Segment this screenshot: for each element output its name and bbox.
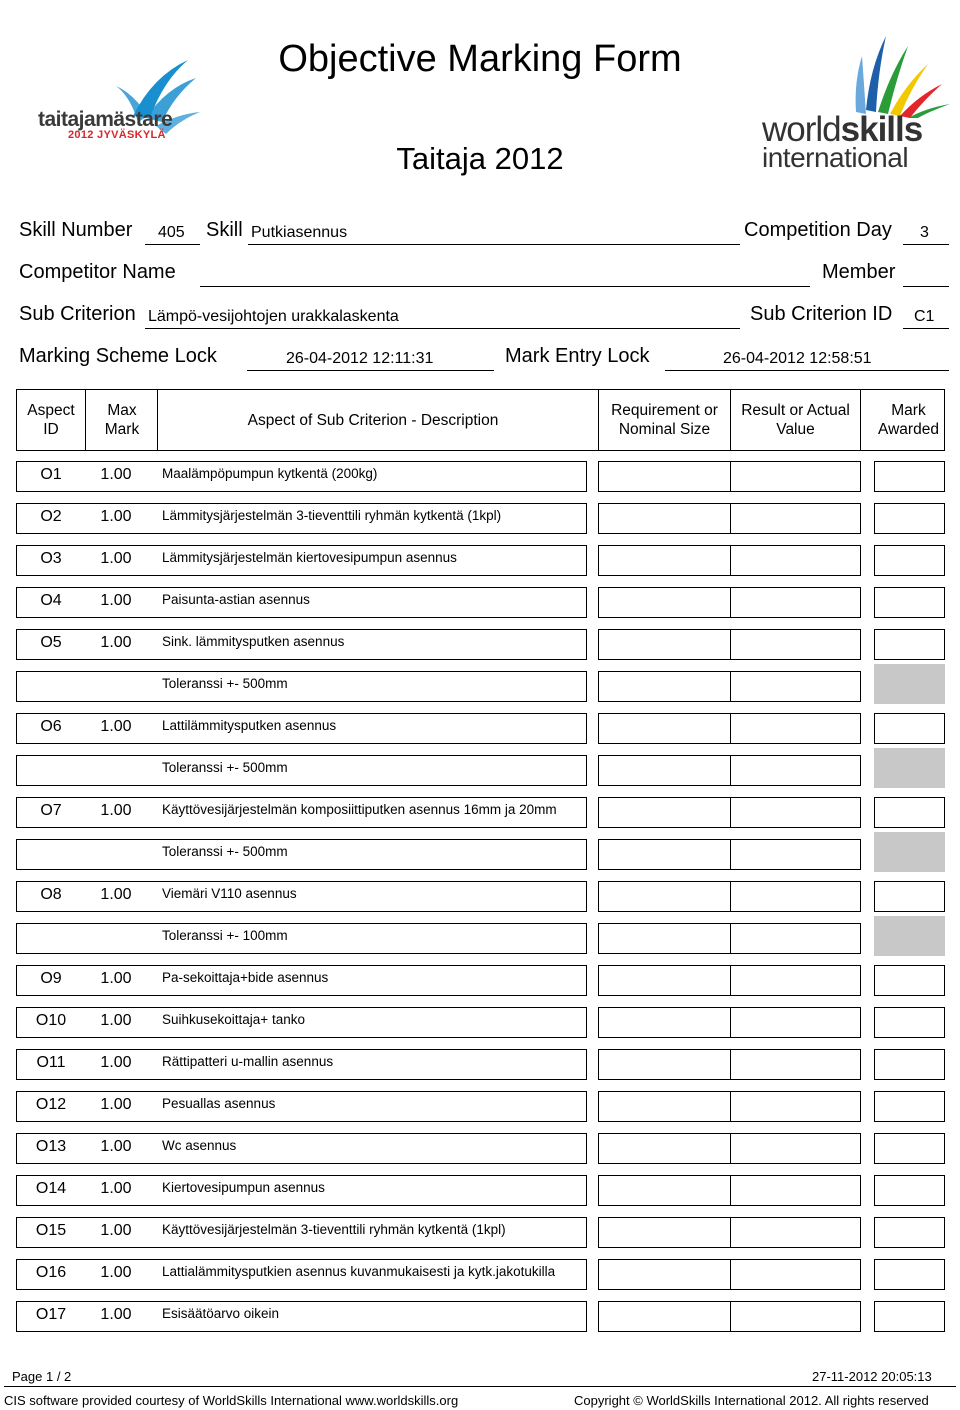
mark-awarded-box <box>874 1175 945 1206</box>
footer-divider <box>4 1386 956 1387</box>
aspect-description: Käyttövesijärjestelmän 3-tieventtili ryhmän kytkentä (1kpl) <box>162 1222 506 1237</box>
competition-day-label: Competition Day <box>744 219 892 241</box>
result-box <box>730 629 861 660</box>
aspect-description: Pesuallas asennus <box>162 1096 276 1111</box>
requirement-box <box>598 1301 731 1332</box>
requirement-box <box>598 461 731 492</box>
max-mark: 1.00 <box>100 592 132 609</box>
requirement-box <box>598 587 731 618</box>
competition-day-underline <box>903 243 949 245</box>
aspect-id: O16 <box>35 1264 67 1281</box>
max-mark: 1.00 <box>100 550 132 567</box>
mark-awarded-box <box>874 1301 945 1332</box>
requirement-box <box>598 1217 731 1248</box>
header-description: Aspect of Sub Criterion - Description <box>247 411 499 429</box>
result-box <box>730 461 861 492</box>
tolerance-result-box <box>730 839 861 870</box>
tolerance-requirement-box <box>598 923 731 954</box>
tolerance-text: Toleranssi +- 500mm <box>162 676 288 691</box>
taitaja-logo-text: taitajamästare <box>38 108 173 131</box>
result-box <box>730 1217 861 1248</box>
aspect-description: Wc asennus <box>162 1138 237 1153</box>
marking-scheme-lock-label: Marking Scheme Lock <box>19 345 217 367</box>
mark-awarded-box <box>874 881 945 912</box>
marking-scheme-lock-value: 26-04-2012 12:11:31 <box>286 350 434 367</box>
requirement-box <box>598 881 731 912</box>
result-box <box>730 545 861 576</box>
mark-awarded-box <box>874 1091 945 1122</box>
result-box <box>730 713 861 744</box>
requirement-box <box>598 1133 731 1164</box>
skill-underline <box>248 243 740 245</box>
aspect-id: O17 <box>35 1306 67 1323</box>
aspect-id: O8 <box>40 886 62 903</box>
requirement-box <box>598 629 731 660</box>
max-mark: 1.00 <box>100 802 132 819</box>
mark-awarded-box <box>874 629 945 660</box>
sub-criterion-label: Sub Criterion <box>19 303 136 325</box>
aspect-id: O7 <box>40 802 62 819</box>
mark-awarded-box <box>874 797 945 828</box>
print-timestamp: 27-11-2012 20:05:13 <box>812 1369 932 1384</box>
sub-criterion-id-value: C1 <box>914 308 935 325</box>
aspect-id: O12 <box>35 1096 67 1113</box>
member-label: Member <box>822 261 896 283</box>
requirement-box <box>598 1259 731 1290</box>
tolerance-requirement-box <box>598 839 731 870</box>
requirement-box <box>598 965 731 996</box>
mark-entry-lock-label: Mark Entry Lock <box>505 345 650 367</box>
max-mark: 1.00 <box>100 1096 132 1113</box>
result-box <box>730 965 861 996</box>
requirement-box <box>598 503 731 534</box>
taitaja-logo-year: 2012 JYVÄSKYLÄ <box>68 129 166 141</box>
tolerance-left-box <box>16 671 587 702</box>
max-mark: 1.00 <box>100 508 132 525</box>
aspect-description: Käyttövesijärjestelmän komposiittiputken asennus 16mm ja 20mm <box>162 802 557 817</box>
max-mark: 1.00 <box>100 1138 132 1155</box>
tolerance-left-box <box>16 839 587 870</box>
tolerance-requirement-box <box>598 671 731 702</box>
skill-number-value: 405 <box>158 224 185 241</box>
copyright-text: Copyright © WorldSkills International 2012. All rights reserved <box>574 1393 929 1408</box>
max-mark: 1.00 <box>100 718 132 735</box>
header-mark-awarded: Mark Awarded <box>878 402 939 438</box>
mark-awarded-box <box>874 713 945 744</box>
result-box <box>730 1049 861 1080</box>
competitor-name-label: Competitor Name <box>19 261 176 283</box>
aspect-id: O6 <box>40 718 62 735</box>
result-box <box>730 1301 861 1332</box>
result-box <box>730 881 861 912</box>
aspect-id: O5 <box>40 634 62 651</box>
max-mark: 1.00 <box>100 970 132 987</box>
max-mark: 1.00 <box>100 1264 132 1281</box>
aspect-id: O15 <box>35 1222 67 1239</box>
skill-number-underline <box>145 243 200 245</box>
aspect-description: Viemäri V110 asennus <box>162 886 297 901</box>
result-box <box>730 1091 861 1122</box>
member-underline <box>903 285 949 287</box>
aspect-description: Rättipatteri u-mallin asennus <box>162 1054 334 1069</box>
requirement-box <box>598 1049 731 1080</box>
aspect-id: O9 <box>40 970 62 987</box>
header-aspect-id: Aspect ID <box>27 402 75 438</box>
aspect-description: Lattialämmitysputkien asennus kuvanmukaisesti ja kytk.jakotukilla <box>162 1264 556 1279</box>
aspect-description: Pa-sekoittaja+bide asennus <box>162 970 329 985</box>
tolerance-result-box <box>730 755 861 786</box>
aspect-description: Lattilämmitysputken asennus <box>162 718 337 733</box>
worldskills-logo <box>758 28 953 178</box>
mark-awarded-box <box>874 965 945 996</box>
max-mark: 1.00 <box>100 1180 132 1197</box>
competition-day-value: 3 <box>920 224 929 241</box>
competitor-name-underline <box>200 285 810 287</box>
tolerance-result-box <box>730 923 861 954</box>
mark-entry-lock-value: 26-04-2012 12:58:51 <box>723 350 872 367</box>
page-number: Page 1 / 2 <box>12 1369 72 1384</box>
sub-criterion-underline <box>145 327 740 329</box>
aspect-description: Lämmitysjärjestelmän kiertovesipumpun asennus <box>162 550 457 565</box>
taitaja-logo <box>38 56 213 156</box>
courtesy-text: CIS software provided courtesy of WorldSkills International www.worldskills.org <box>4 1393 459 1408</box>
mark-awarded-shaded-cell <box>874 748 945 788</box>
result-box <box>730 503 861 534</box>
tolerance-result-box <box>730 671 861 702</box>
aspect-id: O1 <box>40 466 62 483</box>
aspect-description: Kiertovesipumpun asennus <box>162 1180 325 1195</box>
aspect-id: O11 <box>36 1054 66 1071</box>
aspect-description: Lämmitysjärjestelmän 3-tieventtili ryhmän kytkentä (1kpl) <box>162 508 502 523</box>
sub-criterion-id-label: Sub Criterion ID <box>750 303 893 325</box>
result-box <box>730 1133 861 1164</box>
max-mark: 1.00 <box>100 634 132 651</box>
aspect-description: Sink. lämmitysputken asennus <box>162 634 345 649</box>
aspect-description: Esisäätöarvo oikein <box>162 1306 280 1321</box>
mark-awarded-shaded-cell <box>874 832 945 872</box>
max-mark: 1.00 <box>100 886 132 903</box>
aspect-id: O13 <box>35 1138 67 1155</box>
worldskills-bird-icon <box>758 28 953 118</box>
skill-number-label: Skill Number <box>19 219 133 241</box>
tolerance-left-box <box>16 755 587 786</box>
page-title: Objective Marking Form <box>278 38 682 80</box>
mark-awarded-box <box>874 1133 945 1164</box>
tolerance-left-box <box>16 923 587 954</box>
result-box <box>730 1175 861 1206</box>
tolerance-requirement-box <box>598 755 731 786</box>
result-box <box>730 797 861 828</box>
header-requirement: Requirement or Nominal Size <box>611 402 718 438</box>
sub-criterion-id-underline <box>903 327 949 329</box>
header-result: Result or Actual Value <box>741 402 850 438</box>
mark-awarded-box <box>874 503 945 534</box>
mark-awarded-shaded-cell <box>874 916 945 956</box>
max-mark: 1.00 <box>100 1054 132 1071</box>
mark-awarded-shaded-cell <box>874 664 945 704</box>
mark-awarded-box <box>874 1049 945 1080</box>
worldskills-logo-subtext: international <box>762 142 909 173</box>
worldskills-logo-text: worldskills <box>762 110 923 149</box>
aspect-id: O2 <box>40 508 62 525</box>
aspect-description: Suihkusekoittaja+ tanko <box>162 1012 305 1027</box>
taitaja-swoosh-icon <box>38 56 213 156</box>
result-box <box>730 587 861 618</box>
aspect-description: Maalämpöpumpun kytkentä (200kg) <box>162 466 378 481</box>
max-mark: 1.00 <box>100 1012 132 1029</box>
max-mark: 1.00 <box>100 1222 132 1239</box>
mark-awarded-box <box>874 1217 945 1248</box>
tolerance-text: Toleranssi +- 100mm <box>162 928 288 943</box>
aspect-id: O3 <box>40 550 62 567</box>
mark-awarded-box <box>874 1259 945 1290</box>
requirement-box <box>598 1007 731 1038</box>
tolerance-text: Toleranssi +- 500mm <box>162 760 288 775</box>
requirement-box <box>598 1175 731 1206</box>
requirement-box <box>598 713 731 744</box>
skill-label: Skill <box>206 219 243 241</box>
max-mark: 1.00 <box>100 1306 132 1323</box>
aspect-description: Paisunta-astian asennus <box>162 592 310 607</box>
mark-awarded-box <box>874 461 945 492</box>
skill-value: Putkiasennus <box>251 224 348 241</box>
max-mark: 1.00 <box>100 466 132 483</box>
tolerance-text: Toleranssi +- 500mm <box>162 844 288 859</box>
page-subtitle: Taitaja 2012 <box>396 141 564 176</box>
aspect-id: O4 <box>40 592 62 609</box>
sub-criterion-value: Lämpö-vesijohtojen urakkalaskenta <box>148 308 399 325</box>
mark-awarded-box <box>874 587 945 618</box>
aspect-id: O10 <box>35 1012 67 1029</box>
result-box <box>730 1259 861 1290</box>
requirement-box <box>598 797 731 828</box>
marking-scheme-lock-underline <box>247 369 494 371</box>
mark-awarded-box <box>874 545 945 576</box>
requirement-box <box>598 545 731 576</box>
mark-awarded-box <box>874 1007 945 1038</box>
header-max-mark: Max Mark <box>104 402 140 438</box>
result-box <box>730 1007 861 1038</box>
requirement-box <box>598 1091 731 1122</box>
aspect-id: O14 <box>35 1180 67 1197</box>
mark-entry-lock-underline <box>665 369 949 371</box>
